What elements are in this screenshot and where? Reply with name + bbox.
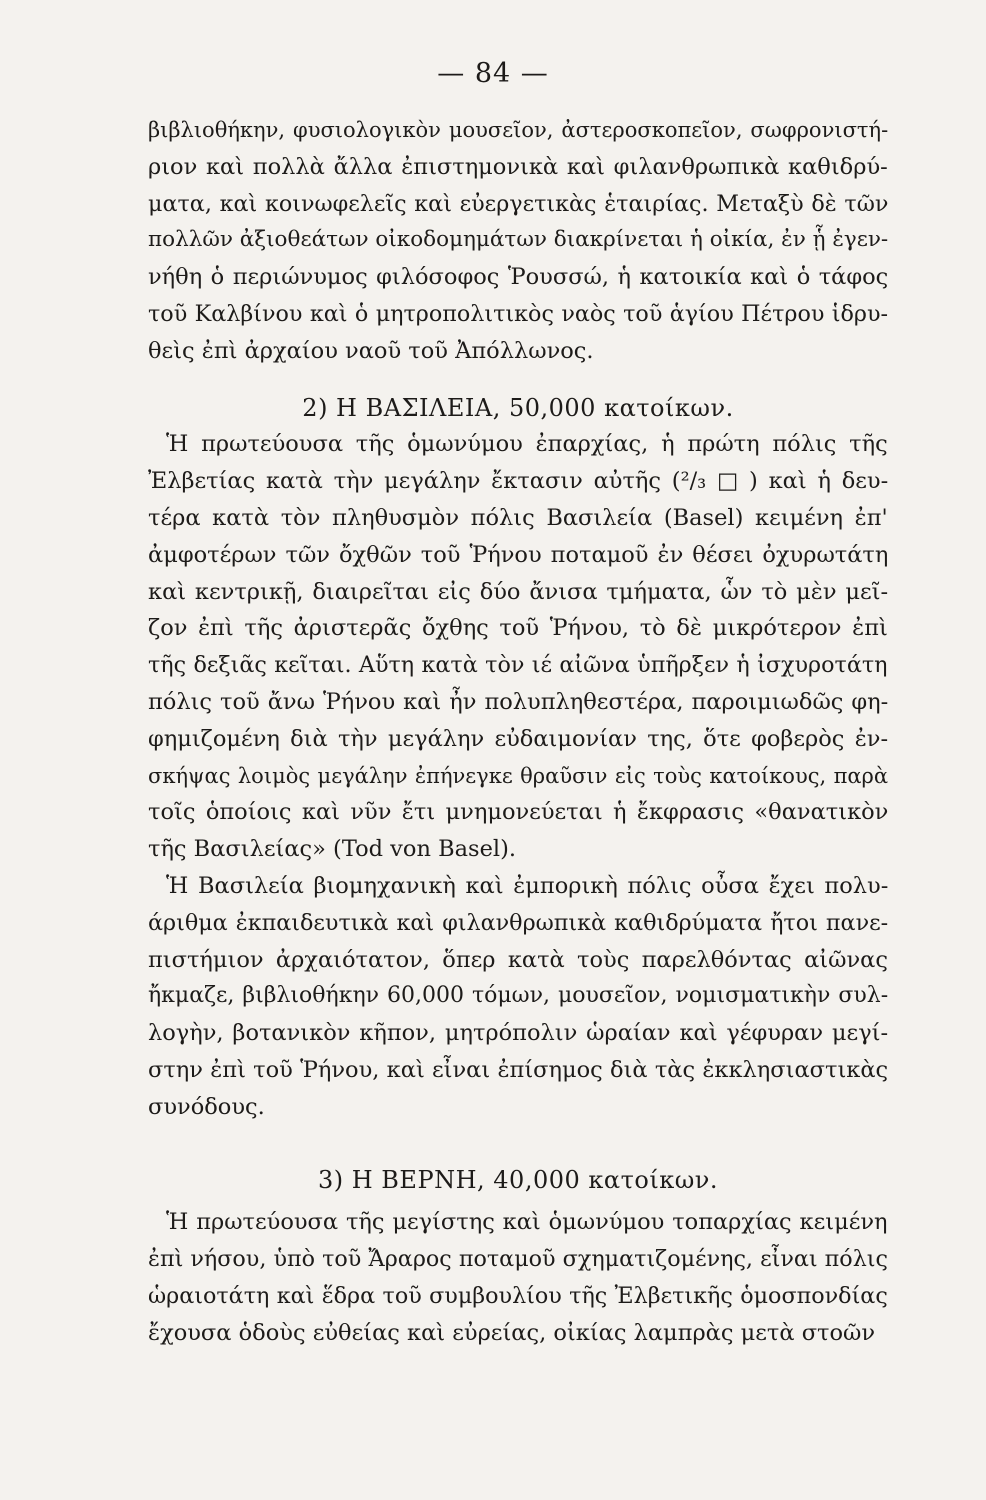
paragraph-geneva-continued <box>148 112 888 370</box>
text-line: σκήψας λοιμὸς μεγάλην ἐπήνεγκε θραῦσιν εἰς τοὺς κατοίκους, παρὰ <box>148 763 889 788</box>
text-line: Ἡ Βασιλεία βιομηχανικὴ καὶ ἐμπορικὴ πόλις οὖσα ἔχει πολυ- <box>166 872 889 899</box>
text-line: πιστήμιον ἀρχαιότατον, ὅπερ κατὰ τοὺς παρελθόντας αἰῶνας <box>148 946 888 973</box>
paragraph-basel-intro <box>148 426 888 868</box>
paragraph-basel-institutions <box>148 868 888 1126</box>
body-text <box>148 112 888 1352</box>
text-line: πολλῶν ἀξιοθεάτων οἰκοδομημάτων διακρίνεται ἡ οἰκία, ἐν ᾗ ἐγεν- <box>148 227 889 253</box>
text-line: λογὴν, βοτανικὸν κῆπον, μητρόπολιν ὡραίαν καὶ γέφυραν μεγί- <box>148 1020 889 1047</box>
text-line: ματα, καὶ κοινωφελεῖς καὶ εὐεργετικὰς ἑταιρίας. Μεταξὺ δὲ τῶν <box>148 190 889 217</box>
text-line: ἔχουσα ὁδοὺς εὐθείας καὶ εὐρείας, οἰκίας λαμπρὰς μετὰ στοῶν <box>148 1319 876 1346</box>
text-line: ριον καὶ πολλὰ ἄλλα ἐπιστημονικὰ καὶ φιλανθρωπικὰ καθιδρύ- <box>148 153 888 180</box>
paragraph-bern-intro <box>148 1204 888 1351</box>
text-line: νήθη ὁ περιώνυμος φιλόσοφος Ῥουσσώ, ἡ κατοικία καὶ ὁ τάφος <box>148 264 889 291</box>
text-line: βιβλιοθήκην, φυσιολογικὸν μουσεῖον, ἀστεροσκοπεῖον, σωφρονιστή- <box>148 118 889 142</box>
text-line: Ἡ πρωτεύουσα τῆς μεγίστης καὶ ὁμωνύμου τοπαρχίας κειμένη <box>166 1209 888 1236</box>
text-line: τοῖς ὁποίοις καὶ νῦν ἔτι μνημονεύεται ἡ ἔκφρασις «θανατικὸν <box>148 799 889 826</box>
text-line: ἐπὶ νήσου, ὑπὸ τοῦ Ἄραρος ποταμοῦ σχηματιζομένης, εἶναι πόλις <box>148 1246 888 1273</box>
text-line: συνόδους. <box>148 1093 265 1120</box>
text-line: ἤκμαζε, βιβλιοθήκην 60,000 τόμων, μουσεῖον, νομισματικὴν συλ- <box>148 983 889 1009</box>
text-line: Ἡ πρωτεύουσα τῆς ὁμωνύμου ἐπαρχίας, ἡ πρώτη πόλις τῆς <box>166 431 888 458</box>
text-line: τῆς δεξιᾶς κεῖται. Αὕτη κατὰ τὸν ιέ αἰῶνα ὑπῆρξεν ἡ ἰσχυροτάτη <box>148 652 888 679</box>
text-line: Ἐλβετίας κατὰ τὴν μεγάλην ἔκτασιν αὐτῆς (²/₃ □ ) καὶ ἡ δευ- <box>148 468 889 495</box>
text-line: ὡραιοτάτη καὶ ἕδρα τοῦ συμβουλίου τῆς Ἐλβετικῆς ὁμοσπονδίας <box>148 1282 888 1309</box>
text-line: πόλις τοῦ ἄνω Ῥήνου καὶ ἦν πολυπληθεστέρα, παροιμιωδῶς φη- <box>148 688 889 715</box>
text-line: στην ἐπὶ τοῦ Ῥήνου, καὶ εἶναι ἐπίσημος διὰ τὰς ἐκκλησιαστικὰς <box>148 1056 889 1083</box>
text-line: θεὶς ἐπὶ ἀρχαίου ναοῦ τοῦ Ἀπόλλωνος. <box>148 337 594 364</box>
text-line: άριθμα ἐκπαιδευτικὰ καὶ φιλανθρωπικὰ καθιδρύματα ἤτοι πανε- <box>148 909 889 936</box>
text-line: ἀμφοτέρων τῶν ὄχθῶν τοῦ Ῥήνου ποταμοῦ ἐν θέσει ὀχυρωτάτη <box>148 541 889 568</box>
text-line: τοῦ Καλβίνου καὶ ὁ μητροπολιτικὸς ναὸς τοῦ ἁγίου Πέτρου ἱδρυ- <box>148 300 889 327</box>
section-heading-bern: 3) Η ΒΕΡΝΗ, 40,000 κατοίκων. <box>317 1165 719 1194</box>
section-heading-basel: 2) Η ΒΑΣΙΛΕΙΑ, 50,000 κατοίκων. <box>302 393 734 422</box>
text-line: τῆς Βασιλείας» (Tod von Basel). <box>148 836 517 863</box>
text-line: καὶ κεντρικῇ, διαιρεῖται εἰς δύο ἄνισα τμήματα, ὧν τὸ μὲν μεῖ- <box>148 578 889 605</box>
text-line: τέρα κατὰ τὸν πληθυσμὸν πόλις Βασιλεία (Basel) κειμένη ἐπ' <box>148 504 888 531</box>
text-line: ζον ἐπὶ τῆς ἀριστερᾶς ὄχθης τοῦ Ῥήνου, τὸ δὲ μικρότερον ἐπὶ <box>148 615 888 642</box>
text-line: φημιζομένη διὰ τὴν μεγάλην εὐδαιμονίαν της, ὅτε φοβερὸς ἐν- <box>148 725 889 752</box>
page-number: — 84 — <box>437 58 549 89</box>
